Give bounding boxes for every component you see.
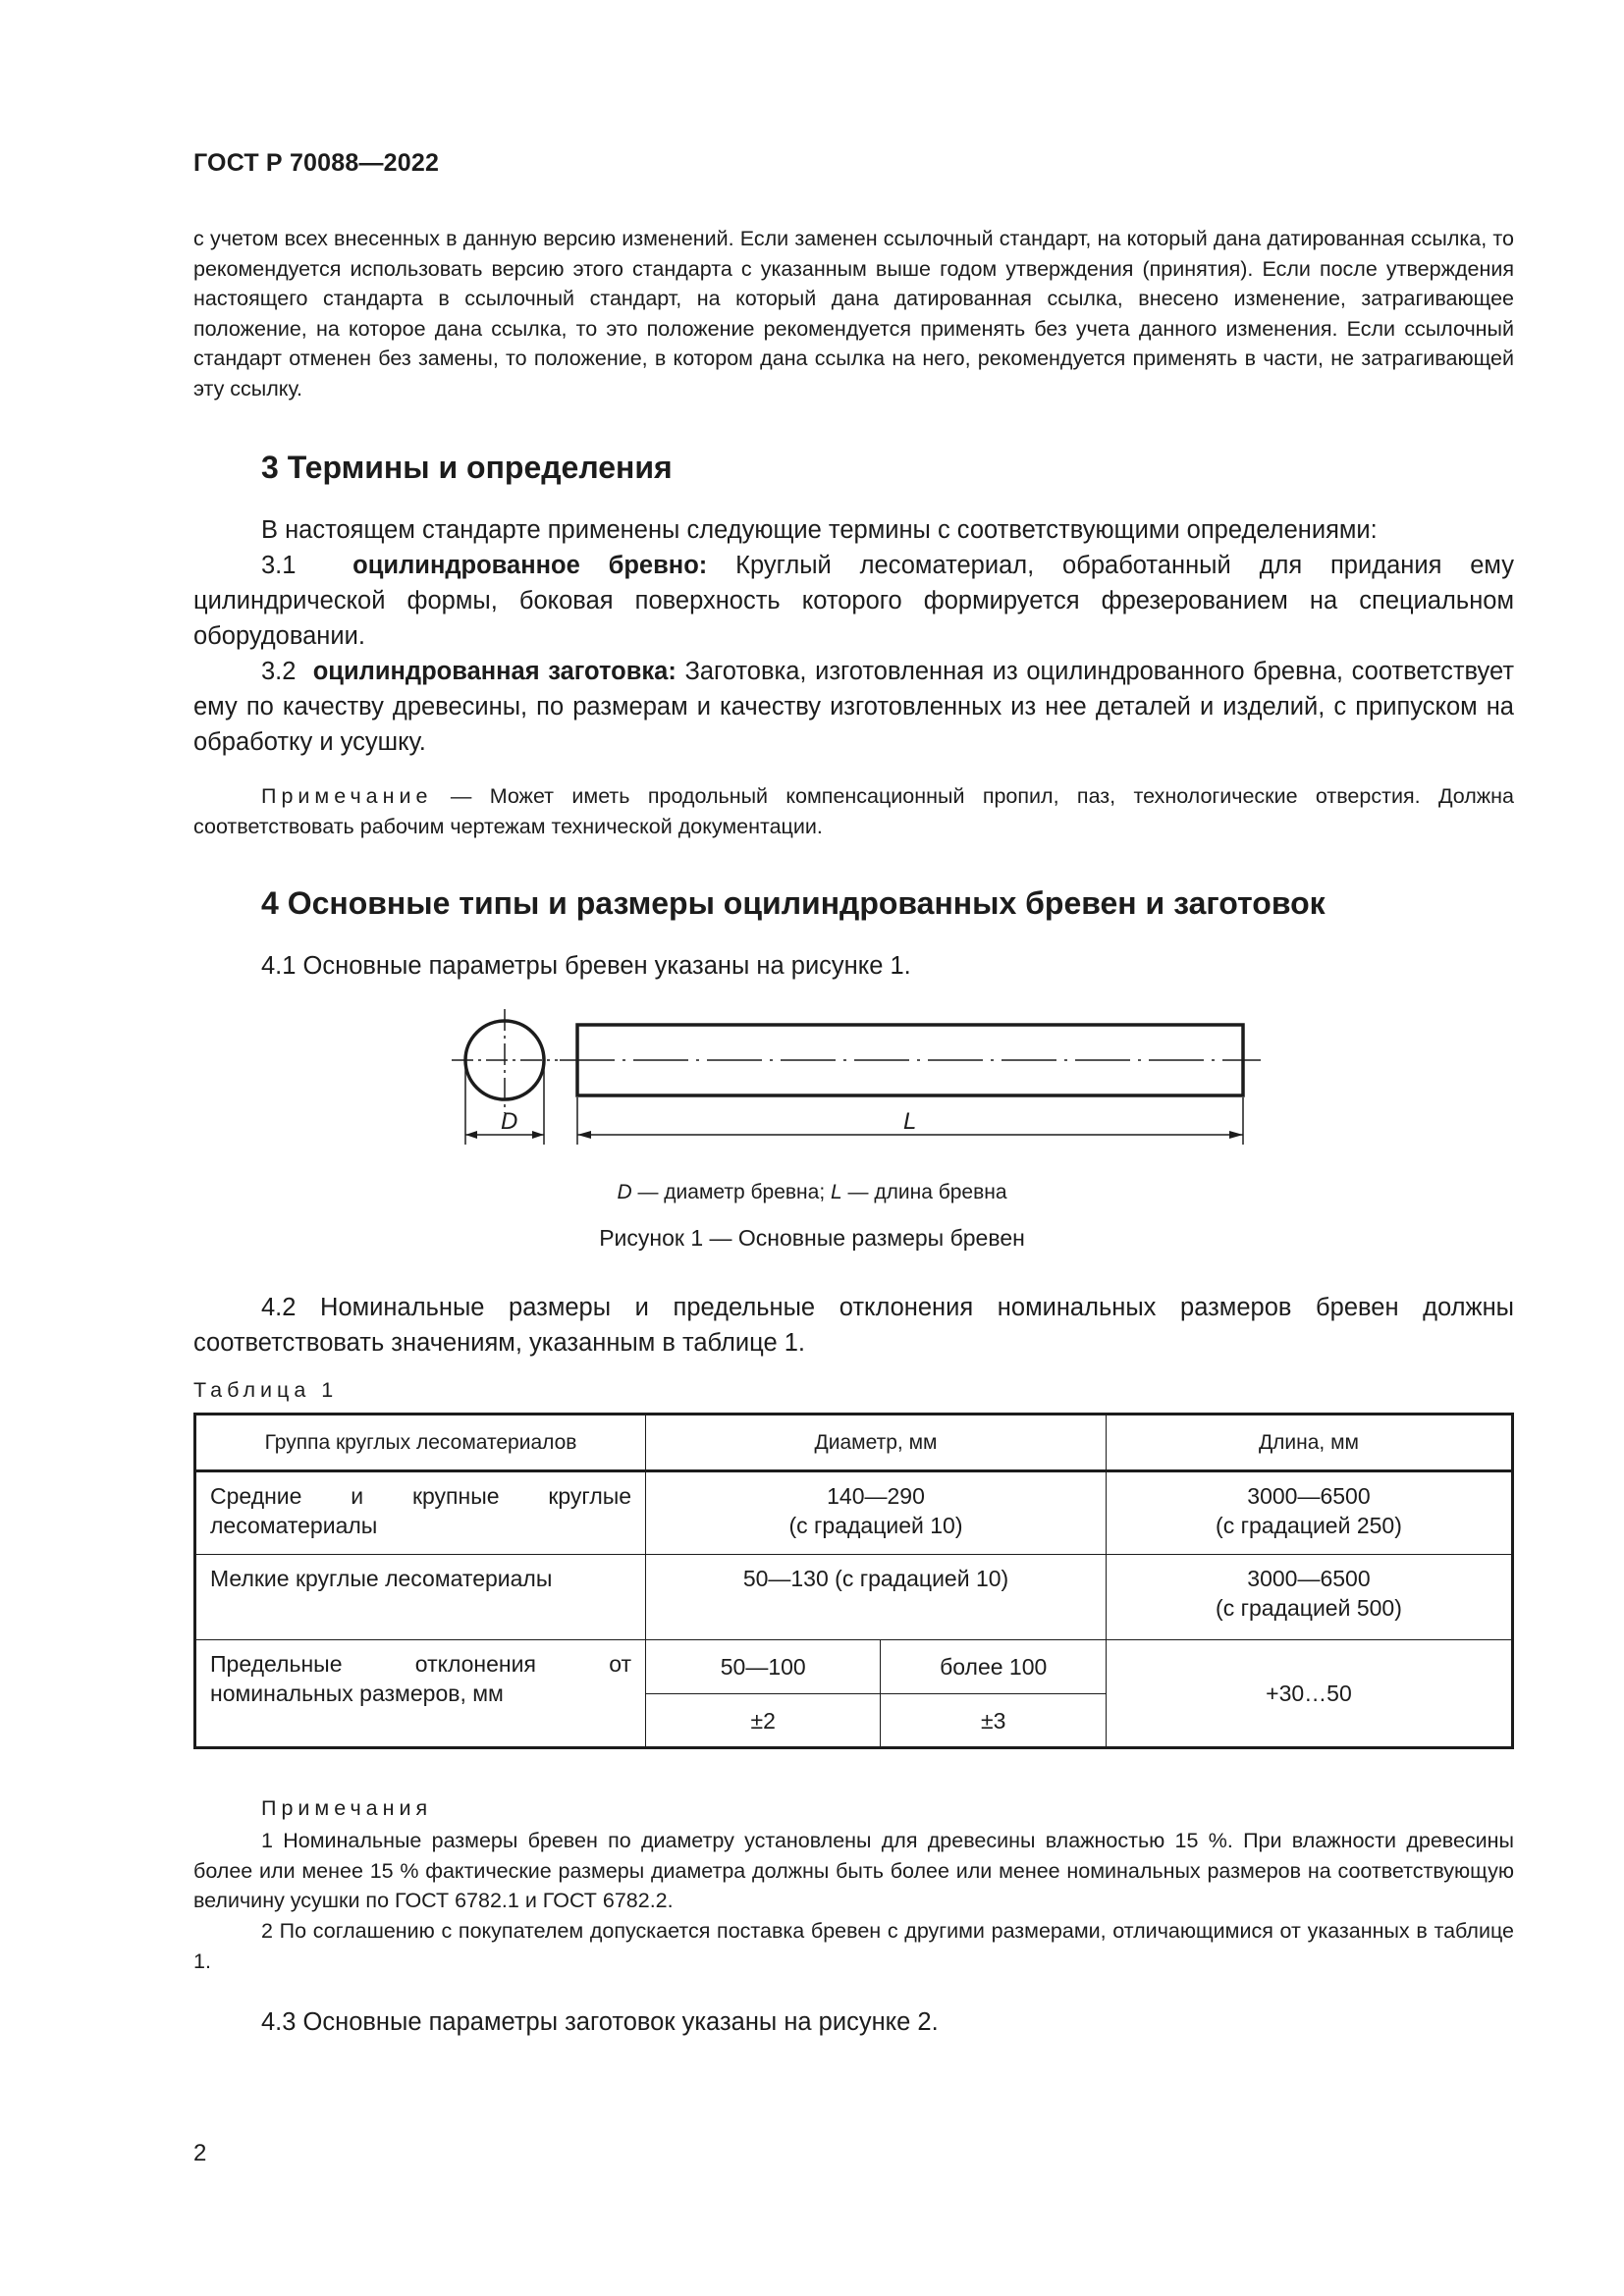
section-3-lead: В настоящем стандарте применены следующие термины с соответствующими определениями: — [261, 516, 1378, 544]
row2-length-range: 3000—6500 — [1247, 1566, 1371, 1591]
table-row — [195, 1640, 1513, 1694]
section-3-note — [193, 781, 1514, 841]
d-arrow-left — [465, 1131, 477, 1139]
header-length: Длина, мм — [1106, 1415, 1512, 1471]
section-4-title: 4 Основные типы и размеры оцилиндрованных бревен и заготовок — [261, 885, 1326, 921]
row3-dev-a: ±2 — [646, 1694, 881, 1748]
row2-length-step: (с градацией 500) — [1216, 1595, 1402, 1621]
header-diameter: Диаметр, мм — [646, 1415, 1107, 1471]
term-3-1-definition: Круглый лесоматериал, обработанный для придания ему цилиндрической формы, боковая поверхность которого формируется фрезерованием на специальном оборудовании. — [193, 552, 1514, 650]
row3-sub-b: более 100 — [881, 1640, 1107, 1694]
notes-label: Примечания — [261, 1796, 433, 1820]
term-3-2-definition: Заготовка, изготовленная из оцилиндрованного бревна, соответствует ему по качеству древесины, по размерам и качеству изготовленных из нее деталей и изделий, с припуском на обработку и усушку. — [193, 658, 1515, 756]
note-2: 2 По соглашению с покупателем допускается поставка бревен с другими размерами, отличающимися от указанных в таблице 1. — [193, 1919, 1514, 1973]
term-3-1 — [193, 548, 1514, 654]
note-1: 1 Номинальные размеры бревен по диаметру установлены для древесины влажностью 15 %. При влажности древесины более или менее 15 % фактические размеры диаметра должны быть более или менее номинальных размеров на соответствующую величину усушки по ГОСТ 6782.1 и ГОСТ 6782.2. — [193, 1829, 1514, 1912]
term-3-1-term: оцилиндрованное бревно: — [352, 552, 708, 579]
row1-group: Средние и крупные круглые лесоматериалы — [195, 1471, 646, 1555]
legend-l-text: — длина бревна — [847, 1181, 1007, 1203]
term-3-2-number: 3.2 — [261, 658, 297, 685]
l-arrow-right — [1229, 1131, 1243, 1139]
row1-diameter-range: 140—290 — [827, 1483, 925, 1509]
row3-sub-a: 50—100 — [646, 1640, 881, 1694]
header-group: Группа круглых лесоматериалов — [195, 1415, 646, 1471]
paragraph-4-1: 4.1 Основные параметры бревен указаны на рисунке 1. — [261, 952, 911, 980]
row3-dev-b: ±3 — [881, 1694, 1107, 1748]
intro-paragraph: с учетом всех внесенных в данную версию изменений. Если заменен ссылочный стандарт, на который дана датированная ссылка, то рекомендуется использовать версию этого стандарта с указанным выше годом утверждения (принятия). Если после утверждения настоящего стандарта в ссылочный стандарт, на который дана датированная ссылка, внесено изменение, затрагивающее положение, на которое дана ссылка, то это положение рекомендуется применять без учета данного изменения. Если ссылочный стандарт отменен без замены, то положение, в котором дана ссылка на него, рекомендуется применять в части, не затрагивающей эту ссылку. — [193, 227, 1514, 400]
row1-length-range: 3000—6500 — [1247, 1483, 1371, 1509]
document-header: ГОСТ Р 70088—2022 — [193, 149, 440, 177]
note-text: — Может иметь продольный компенсационный пропил, паз, технологические отверстия. Должна соответствовать рабочим чертежам технической документации. — [193, 784, 1514, 838]
l-arrow-left — [577, 1131, 591, 1139]
figure-1-caption: Рисунок 1 — Основные размеры бревен — [599, 1225, 1025, 1251]
page-number: 2 — [193, 2140, 207, 2166]
row2-length — [1106, 1555, 1512, 1640]
label-l: L — [903, 1108, 917, 1135]
paragraph-4-2: 4.2 Номинальные размеры и предельные отклонения номинальных размеров бревен должны соответствовать значениям, указанным в таблице 1. — [193, 1294, 1514, 1357]
table-row — [195, 1555, 1513, 1640]
note-label: Примечание — [261, 784, 433, 808]
legend-d-text: — диаметр бревна; — [637, 1181, 826, 1203]
table-label: Таблица 1 — [193, 1378, 339, 1402]
table-header-row — [195, 1415, 1513, 1471]
table-1 — [193, 1413, 1514, 1749]
table-row — [195, 1471, 1513, 1555]
figure-1-drawing — [432, 991, 1276, 1148]
row1-length-step: (с градацией 250) — [1216, 1513, 1402, 1538]
legend-l-symbol: L — [831, 1181, 842, 1203]
row2-group: Мелкие круглые лесоматериалы — [195, 1555, 646, 1640]
row2-diameter: 50—130 (с градацией 10) — [646, 1555, 1107, 1640]
label-d: D — [501, 1108, 518, 1135]
term-3-1-number: 3.1 — [261, 552, 297, 579]
paragraph-4-3: 4.3 Основные параметры заготовок указаны на рисунке 2. — [261, 2008, 939, 2036]
row1-diameter — [646, 1471, 1107, 1555]
section-3-title: 3 Термины и определения — [261, 450, 673, 485]
row3-group: Предельные отклонения от номинальных размеров, мм — [195, 1640, 646, 1748]
row3-length-deviation: +30…50 — [1106, 1640, 1512, 1748]
term-3-2 — [193, 654, 1514, 760]
figure-1-legend — [0, 1181, 1624, 1204]
d-arrow-right — [532, 1131, 544, 1139]
row1-length — [1106, 1471, 1512, 1555]
term-3-2-term: оцилиндрованная заготовка: — [312, 658, 677, 685]
legend-d-symbol: D — [617, 1181, 632, 1203]
row1-diameter-step: (с градацией 10) — [788, 1513, 963, 1538]
